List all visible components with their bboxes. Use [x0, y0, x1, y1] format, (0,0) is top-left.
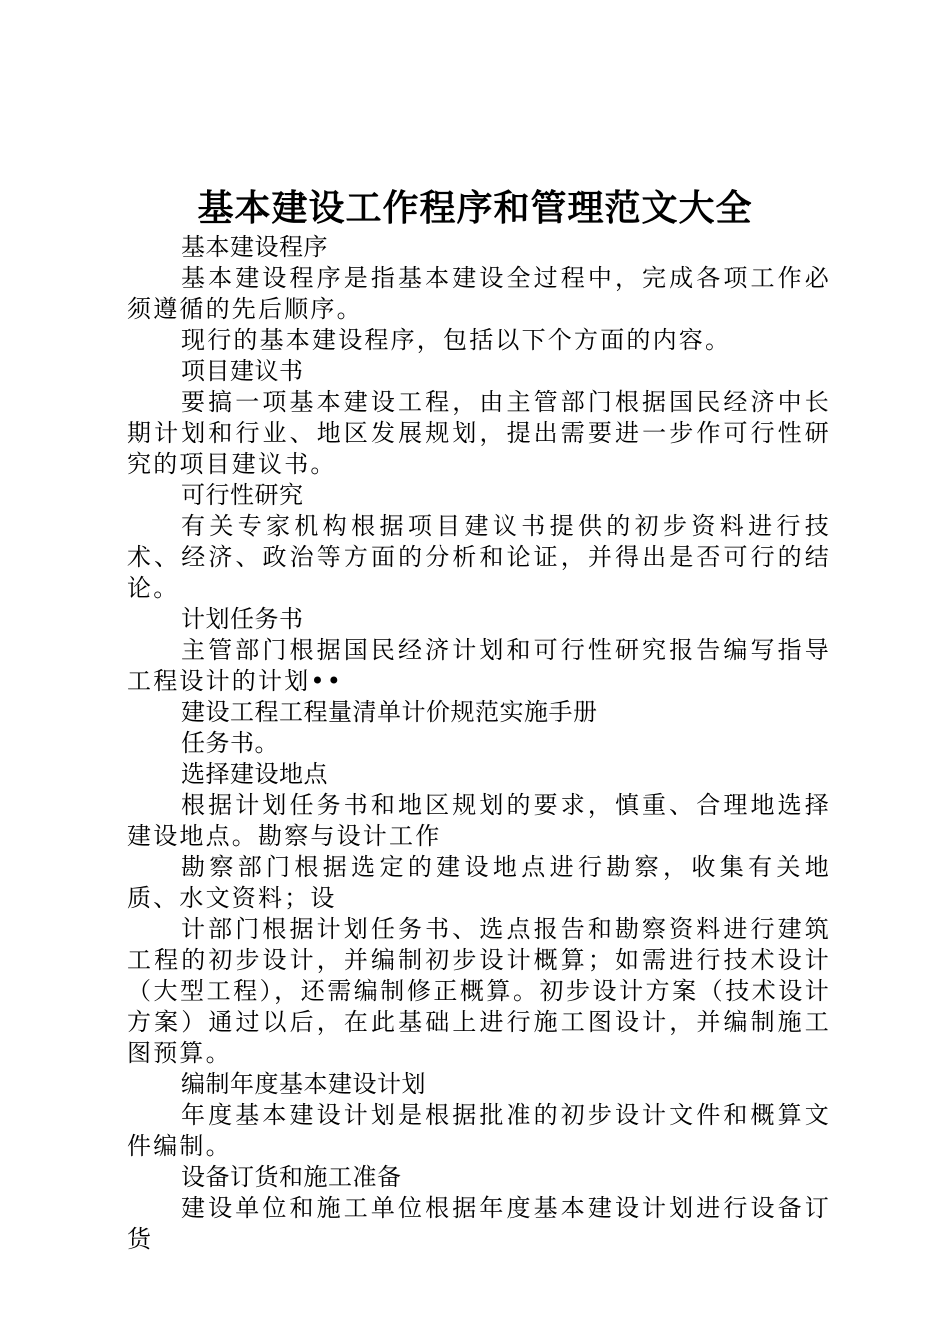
paragraph-manual-title: 建设工程工程量清单计价规范实施手册 [181, 698, 598, 726]
paragraph-annual-plan: 年度基本建设计划是根据批准的初步设计文件和概算文件编制。 [127, 1101, 831, 1160]
paragraph-survey: 勘察部门根据选定的建设地点进行勘察，收集有关地质、水文资料；设 [127, 853, 831, 912]
paragraph-heading-plan-task: 计划任务书 [181, 605, 304, 633]
paragraph-current-procedure: 现行的基本建设程序，包括以下个方面的内容。 [181, 326, 732, 354]
paragraph-plan-task: 主管部门根据国民经济计划和可行性研究报告编写指导工程设计的计划•• [127, 636, 831, 695]
paragraph-heading-annual-plan: 编制年度基本建设计划 [181, 1070, 426, 1098]
paragraph-design: 计部门根据计划任务书、选点报告和勘察资料进行建筑工程的初步设计，并编制初步设计概算；如需进行技术设计（大型工程），还需编制修正概算。初步设计方案（技术设计方案）通过以后，在此基础上进行施工图设计，并编制施工图预算。 [127, 915, 831, 1067]
paragraph-heading-site-selection: 选择建设地点 [181, 760, 328, 788]
document-title: 基本建设工作程序和管理范文大全 [197, 187, 753, 229]
paragraph-heading-equipment: 设备订货和施工准备 [181, 1163, 402, 1191]
paragraph-heading-basic-procedure: 基本建设程序 [181, 233, 328, 261]
paragraph-site-selection: 根据计划任务书和地区规划的要求，慎重、合理地选择建设地点。勘察与设计工作 [127, 791, 831, 850]
paragraph-heading-proposal: 项目建议书 [181, 357, 304, 385]
paragraph-definition: 基本建设程序是指基本建设全过程中，完成各项工作必须遵循的先后顺序。 [127, 264, 831, 323]
paragraph-equipment: 建设单位和施工单位根据年度基本建设计划进行设备订货 [127, 1194, 831, 1253]
paragraph-feasibility: 有关专家机构根据项目建议书提供的初步资料进行技术、经济、政治等方面的分析和论证，并得出是否可行的结论。 [127, 512, 831, 602]
paragraph-proposal: 要搞一项基本建设工程，由主管部门根据国民经济中长期计划和行业、地区发展规划，提出需要进一步作可行性研究的项目建议书。 [127, 388, 831, 478]
document-body [127, 232, 831, 1255]
paragraph-task-book: 任务书。 [181, 729, 279, 757]
paragraph-heading-feasibility: 可行性研究 [181, 481, 304, 509]
